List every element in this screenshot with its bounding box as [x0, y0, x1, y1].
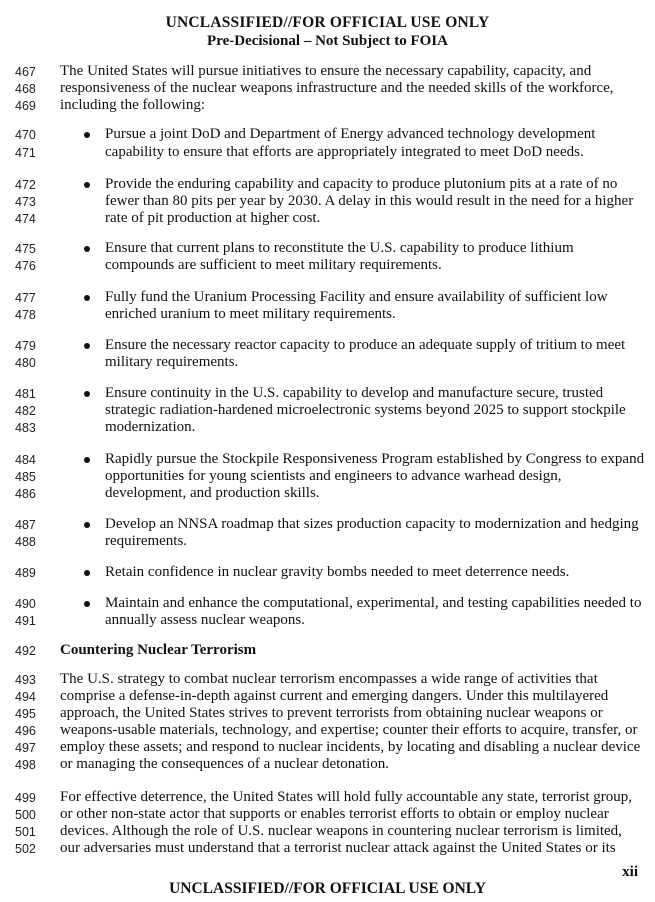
bullet-line: strategic radiation-hardened microelectronic systems beyond 2025 to support stockpile	[105, 402, 626, 418]
bullet-line: Rapidly pursue the Stockpile Responsiveness Program established by Congress to expand	[105, 451, 645, 467]
line-number: 485	[15, 470, 36, 484]
line-number: 467	[15, 65, 36, 79]
line-number: 495	[15, 707, 36, 721]
bullet-line: military requirements.	[105, 354, 239, 370]
bullet-line: Ensure the necessary reactor capacity to produce an adequate supply of tritium to meet	[105, 337, 626, 353]
line-number: 502	[15, 842, 36, 856]
line-number: 483	[15, 421, 36, 435]
line-number: 481	[15, 387, 36, 401]
line-number: 475	[15, 242, 36, 256]
bullet-line: Develop an NNSA roadmap that sizes production capacity to modernization and hedging	[105, 516, 639, 532]
classification-header: UNCLASSIFIED//FOR OFFICIAL USE ONLY	[165, 14, 490, 31]
section-heading: Countering Nuclear Terrorism	[60, 642, 257, 658]
paragraph-line: weapons-usable materials, technology, and expertise; counter their efforts to acquire, transfer, or	[60, 722, 638, 738]
line-number: 469	[15, 99, 36, 113]
classification-footer: UNCLASSIFIED//FOR OFFICIAL USE ONLY	[169, 880, 486, 897]
line-number: 471	[15, 146, 36, 160]
bullet-icon	[84, 343, 90, 349]
line-number: 491	[15, 614, 36, 628]
bullet-line: capability to ensure that efforts are appropriately integrated to meet DoD needs.	[105, 144, 584, 160]
line-number: 489	[15, 566, 36, 580]
line-number: 501	[15, 825, 36, 839]
bullet-line: opportunities for young scientists and engineers to advance warhead design,	[105, 468, 562, 484]
bullet-icon	[84, 601, 90, 607]
line-number: 474	[15, 212, 36, 226]
paragraph-line: The U.S. strategy to combat nuclear terrorism encompasses a wide range of activities that	[60, 671, 598, 687]
paragraph-line: The United States will pursue initiatives to ensure the necessary capability, capacity, and	[60, 63, 592, 79]
line-number: 486	[15, 487, 36, 501]
foia-notice: Pre-Decisional – Not Subject to FOIA	[207, 33, 448, 49]
bullet-line: requirements.	[105, 533, 188, 549]
line-number: 473	[15, 195, 36, 209]
line-number: 484	[15, 453, 36, 467]
line-number: 487	[15, 518, 36, 532]
bullet-icon	[84, 295, 90, 301]
line-number: 477	[15, 291, 36, 305]
paragraph-line: approach, the United States strives to prevent terrorists from obtaining nuclear weapons or	[60, 705, 603, 721]
paragraph-line: responsiveness of the nuclear weapons infrastructure and the needed skills of the workforce,	[60, 80, 614, 96]
line-number: 472	[15, 178, 36, 192]
bullet-line: Provide the enduring capability and capacity to produce plutonium pits at a rate of no	[105, 176, 618, 192]
line-number: 499	[15, 791, 36, 805]
line-number: 480	[15, 356, 36, 370]
line-number: 488	[15, 535, 36, 549]
bullet-line: compounds are sufficient to meet military requirements.	[105, 257, 442, 273]
bullet-line: rate of pit production at higher cost.	[105, 210, 321, 226]
bullet-line: development, and production skills.	[105, 485, 320, 501]
bullet-line: fewer than 80 pits per year by 2030. A delay in this would result in the need for a higher	[105, 193, 634, 209]
line-number: 478	[15, 308, 36, 322]
bullet-line: Ensure continuity in the U.S. capability to develop and manufacture secure, trusted	[105, 385, 604, 401]
paragraph-line: or other non-state actor that supports or enables terrorist efforts to obtain or employ nuclear	[60, 806, 609, 822]
line-number: 492	[15, 644, 36, 658]
bullet-icon	[84, 457, 90, 463]
line-number: 490	[15, 597, 36, 611]
line-number: 494	[15, 690, 36, 704]
bullet-icon	[84, 570, 90, 576]
bullet-icon	[84, 391, 90, 397]
bullet-line: Fully fund the Uranium Processing Facility and ensure availability of sufficient low	[105, 289, 608, 305]
bullet-icon	[84, 182, 90, 188]
paragraph-line: our adversaries must understand that a terrorist nuclear attack against the United States or its	[60, 840, 616, 856]
line-number: 470	[15, 128, 36, 142]
bullet-icon	[84, 132, 90, 138]
paragraph-line: For effective deterrence, the United States will hold fully accountable any state, terrorist group,	[60, 789, 633, 805]
line-number: 479	[15, 339, 36, 353]
line-number: 498	[15, 758, 36, 772]
bullet-line: enriched uranium to meet military requirements.	[105, 306, 396, 322]
bullet-line: Ensure that current plans to reconstitute the U.S. capability to produce lithium	[105, 240, 574, 256]
paragraph-line: devices. Although the role of U.S. nuclear weapons in countering nuclear terrorism is limited,	[60, 823, 622, 839]
paragraph-line: employ these assets; and respond to nuclear incidents, by locating and disabling a nuclear device	[60, 739, 641, 755]
bullet-line: Pursue a joint DoD and Department of Energy advanced technology development	[105, 126, 596, 142]
paragraph-line: including the following:	[60, 97, 205, 113]
bullet-icon	[84, 246, 90, 252]
paragraph-line: or managing the consequences of a nuclear detonation.	[60, 756, 390, 772]
line-number: 500	[15, 808, 36, 822]
line-number: 496	[15, 724, 36, 738]
bullet-line: annually assess nuclear weapons.	[105, 612, 305, 628]
page-number: xii	[622, 864, 638, 880]
bullet-icon	[84, 522, 90, 528]
line-number: 476	[15, 259, 36, 273]
bullet-line: Retain confidence in nuclear gravity bombs needed to meet deterrence needs.	[105, 564, 570, 580]
line-number: 497	[15, 741, 36, 755]
bullet-line: Maintain and enhance the computational, experimental, and testing capabilities needed to	[105, 595, 642, 611]
paragraph-line: comprise a defense-in-depth against current and emerging dangers. Under this multilayered	[60, 688, 609, 704]
line-number: 493	[15, 673, 36, 687]
bullet-line: modernization.	[105, 419, 196, 435]
line-number: 482	[15, 404, 36, 418]
line-number: 468	[15, 82, 36, 96]
